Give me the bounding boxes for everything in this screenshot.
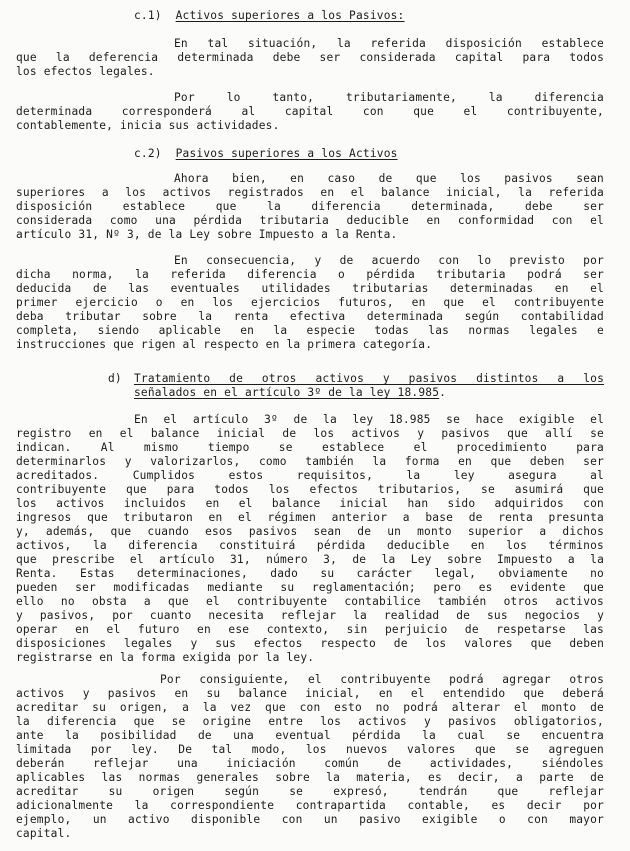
section-title: Pasivos superiores a los Activos bbox=[175, 147, 398, 160]
text-line: En consecuencia, y de acuerdo con lo previsto por bbox=[174, 254, 604, 267]
section-title: Activos superiores a los Pasivos: bbox=[175, 9, 405, 22]
text-line: considerada como una pérdida tributaria deducible en conformidad con el bbox=[16, 214, 604, 227]
text-line: Renta. Estas determinaciones, dado su carácter legal, obviamente no bbox=[16, 567, 604, 580]
text-line: registro en el balance inicial de los activos y pasivos que allí se bbox=[16, 427, 604, 440]
text-line: indican. Al mismo tiempo se establece el procedimiento para bbox=[16, 441, 604, 454]
text-line: capital. bbox=[16, 827, 72, 840]
section-label: c.1) bbox=[134, 9, 162, 22]
text-line: dicha norma, la referida diferencia o pérdida tributaria podrá ser bbox=[16, 268, 604, 281]
text-line: registrarse en la forma exigida por la ley. bbox=[16, 651, 315, 664]
section-heading-c1 bbox=[134, 9, 405, 22]
text-line: contribuyente que para todos los efectos tributarios, se asumirá que bbox=[16, 483, 604, 496]
section-title-text: señalados en el artículo 3º de la ley 18.985 bbox=[134, 386, 440, 399]
text-line: que prescribe el artículo 31, número 3, de la Ley sobre Impuesto a la bbox=[16, 553, 604, 566]
text-line: artículo 31, Nº 3, de la Ley sobre Impuesto a la Renta. bbox=[16, 228, 398, 241]
text-line: los efectos legales. bbox=[16, 65, 155, 78]
text-line: y, además, que cuando esos pasivos sean de un monto superior a dichos bbox=[16, 525, 604, 538]
text-line: ello no obsta a que el contribuyente contabilice también otros activos bbox=[16, 595, 604, 608]
text-line: la diferencia que se origine entre los activos y pasivos obligatorios, bbox=[16, 715, 604, 728]
text-line: Por lo tanto, tributariamente, la diferencia bbox=[174, 91, 604, 104]
text-line: pueden ser modificadas mediante su reglamentación; pero es evidente que bbox=[16, 581, 604, 594]
text-line: ejemplo, un activo disponible con un pasivo exigible o con mayor bbox=[16, 813, 604, 826]
text-line: disposición establece que la diferencia determinada, debe ser bbox=[16, 200, 604, 213]
text-line: y pasivos, por cuanto necesita reflejar la realidad de sus negocios y bbox=[16, 609, 604, 622]
text-line: En el artículo 3º de la ley 18.985 se hace exigible el bbox=[134, 413, 604, 426]
text-line: primer ejercicio o en los ejercicios futuros, en que el contribuyente bbox=[16, 296, 604, 309]
text-line: adicionalmente la correspondiente contrapartida contable, es decir por bbox=[16, 799, 604, 812]
text-line: deducida de las eventuales utilidades tributarias determinadas en el bbox=[16, 282, 604, 295]
section-title-line: Tratamiento de otros activos y pasivos distintos a los bbox=[134, 372, 604, 385]
text-line: acreditar su origen según se expresó, tendrán que reflejar bbox=[16, 785, 604, 798]
text-line: Por consiguiente, el contribuyente podrá agregar otros bbox=[160, 673, 604, 686]
text-line: determinada corresponderá al capital con que el contribuyente, bbox=[16, 105, 604, 118]
text-line: contablemente, inicia sus actividades. bbox=[16, 119, 280, 132]
text-line: que la deferencia determinada debe ser considerada capital para todos bbox=[16, 51, 604, 64]
text-line: aplicables las normas generales sobre la materia, es decir, a parte de bbox=[16, 771, 604, 784]
text-line: acreditar su origen, a la vez que con esto no podrá alterar el monto de bbox=[16, 701, 604, 714]
text-line: deba tributar sobre la renta efectiva determinada según contabilidad bbox=[16, 310, 604, 323]
text-line: activos y pasivos en su balance inicial, en el entendido que deberá bbox=[16, 687, 604, 700]
text-line: determinarlos y valorizarlos, como también la forma en que deben ser bbox=[16, 455, 604, 468]
text-line: los activos incluidos en el balance inicial han sido adquiridos con bbox=[16, 497, 604, 510]
text-line: Ahora bien, en caso de que los pasivos sean bbox=[174, 172, 604, 185]
text-line: acreditados. Cumplidos estos requisitos, la ley asegura al bbox=[16, 469, 604, 482]
section-label: c.2) bbox=[134, 147, 162, 160]
text-line: superiores a los activos registrados en el balance inicial, la referida bbox=[16, 186, 604, 199]
text-line: deberán reflejar una iniciación común de actividades, siéndoles bbox=[16, 757, 604, 770]
text-line: En tal situación, la referida disposición establece bbox=[174, 37, 604, 50]
text-line: disposiciones legales y sus efectos respecto de los valores que deben bbox=[16, 637, 604, 650]
text-line: ingresos que tributaron en el régimen anterior a base de renta presunta bbox=[16, 511, 604, 524]
section-title-period: . bbox=[439, 386, 447, 399]
text-line: operar en el futuro en ese contexto, sin perjuicio de respetarse las bbox=[16, 623, 604, 636]
text-line: activos, la diferencia constituirá pérdida deducible en los términos bbox=[16, 539, 604, 552]
text-line: ante la posibilidad de una eventual pérdida la cual se encuentra bbox=[16, 729, 604, 742]
text-line: limitada por ley. De tal modo, los nuevos valores que se agreguen bbox=[16, 743, 604, 756]
section-title-line bbox=[134, 386, 446, 399]
section-label: d) bbox=[108, 372, 122, 385]
section-heading-c2 bbox=[134, 147, 398, 160]
text-line: completa, siendo aplicable en la especie todas las normas legales e bbox=[16, 324, 604, 337]
text-line: instrucciones que rigen al respecto en la primera categoría. bbox=[16, 338, 433, 351]
